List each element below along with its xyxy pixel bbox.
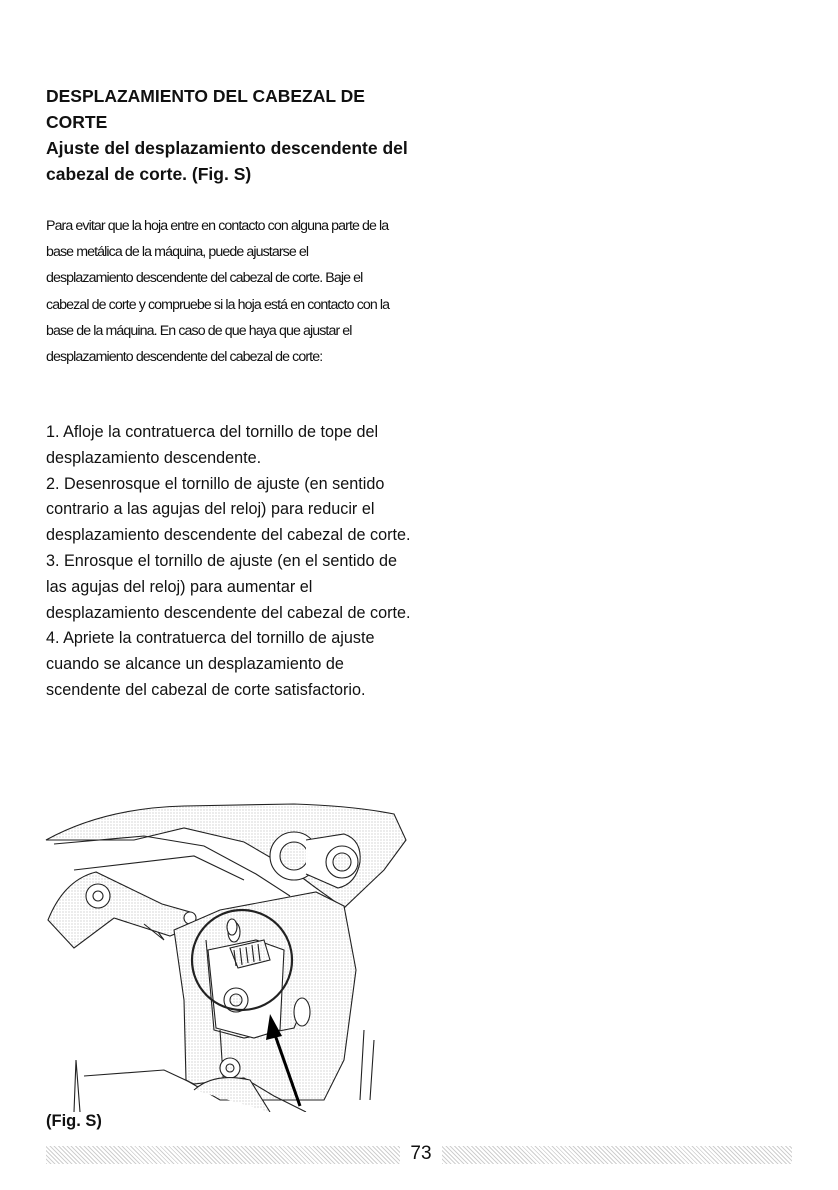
section-subtitle: Ajuste del desplazamiento descendente del cabezal de corte. (Fig. S) [46, 138, 408, 184]
figure-s-illustration [44, 800, 408, 1112]
step-item: 4. Apriete la contratuerca del tornillo de ajuste cuando se alcance un desplazamiento de scendente del cabezal de corte satisfactorio. [46, 629, 375, 699]
section-title: DESPLAZAMIENTO DEL CABEZAL DE CORTE [46, 86, 365, 132]
footer-bar-right [442, 1146, 792, 1164]
steps-list [46, 420, 418, 704]
page-number: 73 [410, 1143, 432, 1164]
footer-bar-left [46, 1146, 400, 1164]
step-item: 1. Afloje la contratuerca del tornillo de tope del desplazamiento descendente. [46, 423, 379, 467]
figure-caption: (Fig. S) [46, 1112, 102, 1130]
intro-paragraph: Para evitar que la hoja entre en contacto con alguna parte de la base metálica de la máquina, puede ajustarse el desplazamiento descendente del cabezal de corte. Baje el cabezal de corte y compruebe si la hoja está en contacto con la base de la máquina. En caso de que haya que ajustar el desplazamiento descendente del cabezal de corte: [46, 218, 390, 366]
step-item: 2. Desenrosque el tornillo de ajuste (en sentido contrario a las agujas del reloj) para reducir el desplazamiento descendente del cabezal de corte. [46, 474, 411, 545]
step-item: 3. Enrosque el tornillo de ajuste (en el sentido de las agujas del reloj) para aumentar el desplazamiento descendente del cabezal de corte. [46, 551, 411, 622]
